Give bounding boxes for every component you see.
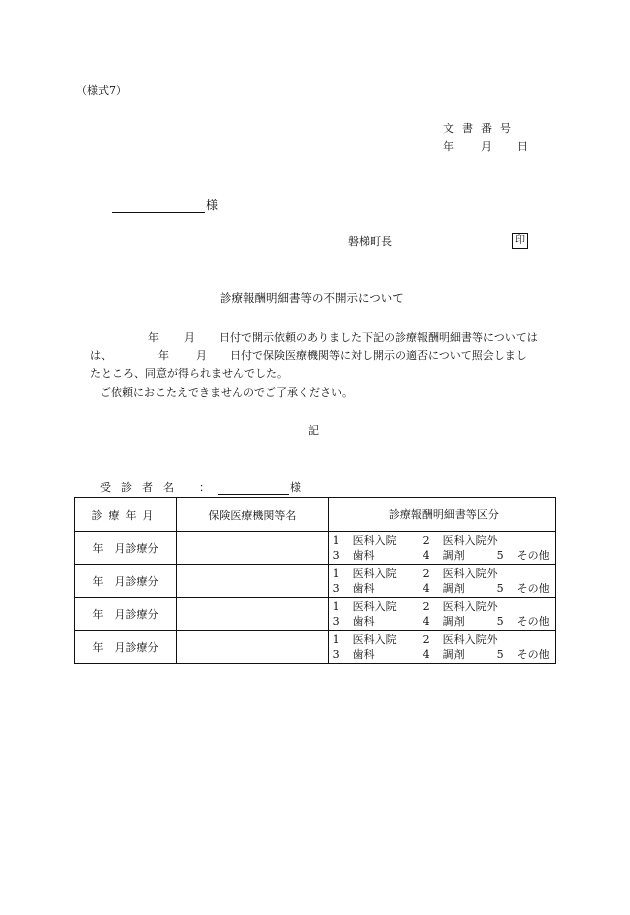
recipient-label: 受診者名 bbox=[100, 481, 184, 494]
recipient-colon: ： bbox=[199, 481, 210, 494]
header-category: 診療報酬明細書等区分 bbox=[328, 498, 555, 532]
recipient-name-line bbox=[218, 482, 289, 495]
body-line1-year: 年 bbox=[148, 331, 159, 344]
ki-marker: 記 bbox=[308, 424, 319, 437]
date-day: 日 bbox=[517, 140, 528, 153]
body-line2-year: 年 bbox=[158, 349, 169, 362]
body-line2-month: 月 bbox=[196, 349, 207, 362]
institution-cell bbox=[177, 631, 329, 664]
document-number-label: 文書番号 bbox=[443, 122, 519, 135]
treatment-month-cell: 年 月診療分 bbox=[75, 598, 177, 631]
date-month: 月 bbox=[481, 140, 492, 153]
addressee-honorific: 様 bbox=[206, 198, 219, 212]
table-row bbox=[75, 631, 556, 664]
addressee-name-line bbox=[112, 199, 205, 213]
table-row bbox=[75, 598, 556, 631]
category-cell: 1 医科入院 2 医科入院外 3 歯科 4 調剤 5 その他 bbox=[328, 565, 555, 598]
category-cell: 1 医科入院 2 医科入院外 3 歯科 4 調剤 5 その他 bbox=[328, 598, 555, 631]
treatment-month-cell: 年 月診療分 bbox=[75, 532, 177, 565]
body-line2-head: は、 bbox=[90, 349, 112, 362]
institution-cell bbox=[177, 565, 329, 598]
treatment-month-cell: 年 月診療分 bbox=[75, 565, 177, 598]
body-line4: ご依頼におこたえできませんのでご了承ください。 bbox=[100, 386, 353, 399]
body-line1-text: 日付で開示依頼のありました下記の診療報酬明細書等については bbox=[219, 331, 538, 344]
document-title: 診療報酬明細書等の不開示について bbox=[220, 291, 404, 305]
header-treatment-month: 診療年月 bbox=[75, 498, 177, 532]
body-line2-text: 日付で保険医療機関等に対し開示の適否について照会しまし bbox=[230, 349, 527, 362]
form-number: （様式7） bbox=[76, 84, 127, 97]
institution-cell bbox=[177, 598, 329, 631]
date-year: 年 bbox=[443, 140, 454, 153]
seal-stamp: 印 bbox=[512, 233, 528, 249]
recipient-honorific: 様 bbox=[290, 481, 301, 494]
category-cell: 1 医科入院 2 医科入院外 3 歯科 4 調剤 5 その他 bbox=[328, 532, 555, 565]
table-header-row bbox=[75, 498, 556, 532]
sender-name: 磐梯町長 bbox=[348, 235, 392, 248]
treatment-month-cell: 年 月診療分 bbox=[75, 631, 177, 664]
table-row bbox=[75, 532, 556, 565]
header-institution: 保険医療機関等名 bbox=[177, 498, 329, 532]
body-line3: たところ、同意が得られませんでした。 bbox=[90, 367, 288, 380]
disclosure-table bbox=[74, 497, 556, 664]
category-cell: 1 医科入院 2 医科入院外 3 歯科 4 調剤 5 その他 bbox=[328, 631, 555, 664]
institution-cell bbox=[177, 532, 329, 565]
body-line1-month: 月 bbox=[184, 331, 195, 344]
table-row bbox=[75, 565, 556, 598]
